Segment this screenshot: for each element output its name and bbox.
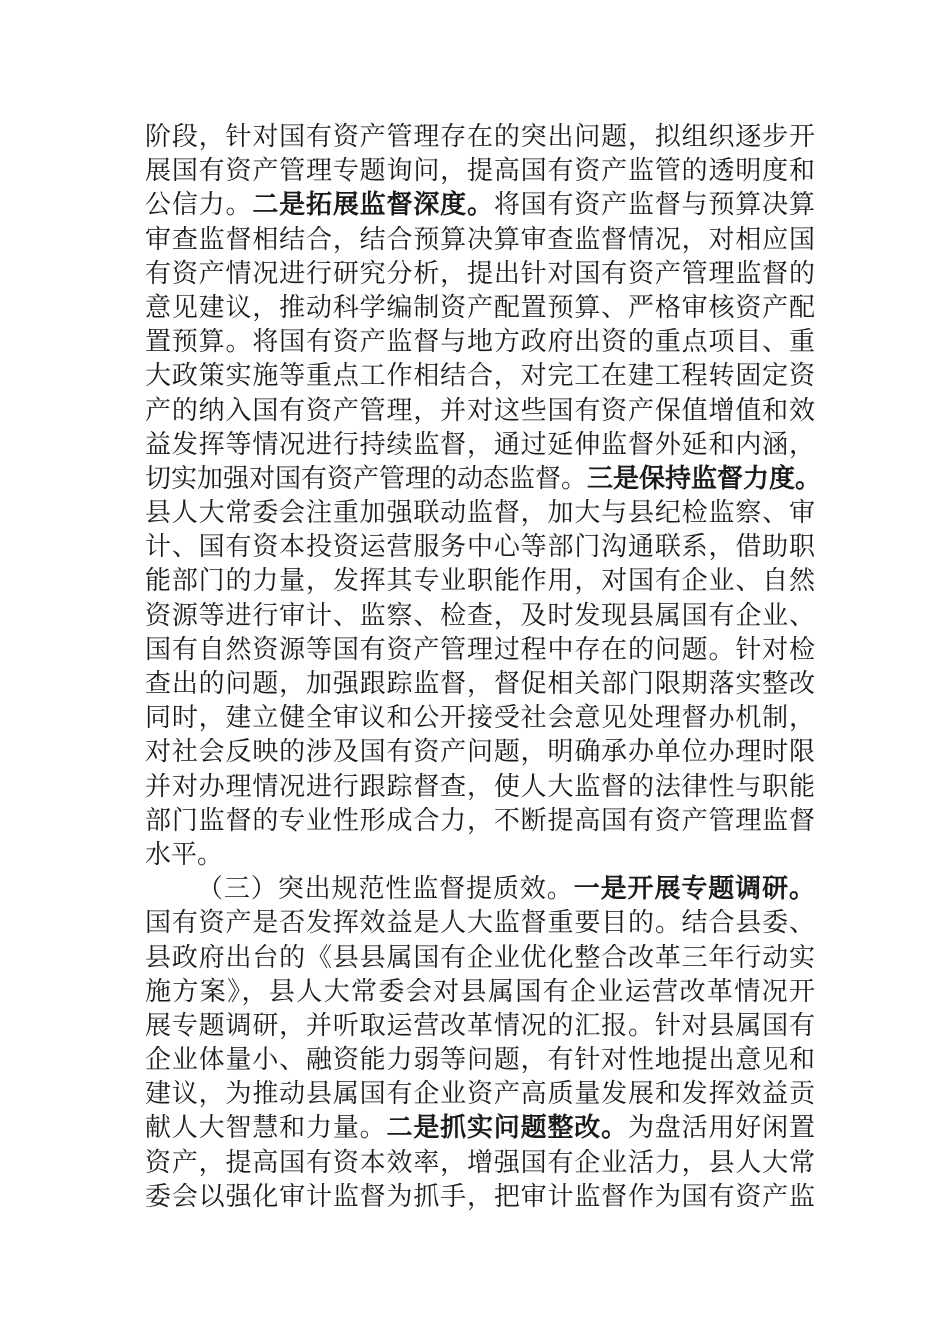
text-line (145, 1146, 815, 1180)
text-segment: 产的纳入国有资产管理，并对这些国有资产保值增值和效 (145, 395, 815, 426)
text-segment: 献人大智慧和力量。 (145, 1113, 387, 1144)
body-text (145, 120, 822, 1214)
text-line (145, 325, 815, 359)
text-line (145, 188, 815, 222)
text-line (145, 1111, 815, 1145)
text-segment: 展国有资产管理专题询问，提高国有资产监管的透明度和 (145, 156, 815, 187)
bold-heading-segment: 二是拓展监督深度。 (252, 190, 494, 221)
text-segment: （三）突出规范性监督提质效。 (197, 874, 574, 905)
text-line (145, 941, 815, 975)
text-segment: 对社会反映的涉及国有资产问题，明确承办单位办理时限 (145, 737, 815, 768)
text-segment: 部门监督的专业性形成合力，不断提高国有资产管理监督 (145, 805, 815, 836)
text-line (145, 633, 815, 667)
text-segment: 意见建议，推动科学编制资产配置预算、严格审核资产配 (145, 292, 815, 323)
text-segment: 查出的问题，加强跟踪监督，督促相关部门限期落实整改 (145, 669, 815, 699)
text-line (145, 257, 815, 291)
text-segment: 国有资产是否发挥效益是人大监督重要目的。结合县委、 (145, 908, 815, 939)
text-segment: 公信力。 (145, 190, 253, 221)
text-segment: 益发挥等情况进行持续监督，通过延伸监督外延和内涵， (145, 429, 815, 460)
text-line (145, 359, 815, 393)
text-segment: 为盘活用好闲置 (627, 1113, 815, 1144)
text-line (145, 838, 815, 872)
text-segment: 资源等进行审计、监察、检查，及时发现县属国有企业、 (145, 600, 815, 631)
text-segment: 资产，提高国有资本效率，增强国有企业活力，县人大常 (145, 1147, 815, 1178)
text-segment: 审查监督相结合，结合预算决算审查监督情况，对相应国 (145, 224, 815, 255)
text-line (145, 496, 815, 530)
text-line (145, 906, 815, 940)
text-segment: 切实加强对国有资产管理的动态监督。 (145, 463, 588, 494)
text-segment: 建议，为推动县属国有企业资产高质量发展和发挥效益贡 (145, 1079, 815, 1110)
text-line (145, 804, 815, 838)
text-segment: 县人大常委会注重加强联动监督，加大与县纪检监察、审 (145, 498, 815, 529)
bold-heading-segment: 二是抓实问题整改。 (386, 1113, 628, 1144)
text-segment: 委会以强化审计监督为抓手，把审计监督作为国有资产监 (145, 1181, 815, 1212)
text-line (145, 462, 822, 496)
text-segment: 展专题调研，并听取运营改革情况的汇报。针对县属国有 (145, 1010, 815, 1041)
text-segment: 大政策实施等重点工作相结合，对完工在建工程转固定资 (145, 361, 815, 392)
text-segment: 水平。 (145, 839, 224, 870)
text-segment: 能部门的力量，发挥其专业职能作用，对国有企业、自然 (145, 566, 815, 597)
text-line (145, 599, 815, 633)
text-segment: 企业体量小、融资能力弱等问题，有针对性地提出意见和 (145, 1045, 815, 1076)
text-line (145, 770, 815, 804)
text-line (145, 735, 815, 769)
text-line (145, 1043, 815, 1077)
bold-heading-segment: 一是开展专题调研。 (573, 874, 815, 905)
text-line (145, 1009, 815, 1043)
text-line (145, 975, 815, 1009)
text-line (145, 667, 815, 701)
text-segment: 阶段，针对国有资产管理存在的突出问题，拟组织逐步开 (145, 122, 815, 152)
text-line (145, 291, 815, 325)
text-segment: 置预算。将国有资产监督与地方政府出资的重点项目、重 (145, 327, 815, 358)
text-line (145, 872, 815, 906)
text-segment: 同时，建立健全审议和公开接受社会意见处理督办机制， (145, 703, 815, 734)
text-segment: 施方案》，县人大常委会对县属国有企业运营改革情况开 (145, 976, 815, 1007)
text-line (145, 428, 815, 462)
text-line (145, 564, 815, 598)
text-line (145, 394, 815, 428)
text-segment: 国有自然资源等国有资产管理过程中存在的问题。针对检 (145, 634, 815, 665)
text-segment: 将国有资产监督与预算决算 (493, 190, 815, 221)
text-segment: 有资产情况进行研究分析，提出针对国有资产管理监督的 (145, 258, 815, 289)
text-line (145, 154, 815, 188)
text-line (145, 120, 815, 154)
text-segment: 计、国有资本投资运营服务中心等部门沟通联系，借助职 (145, 532, 815, 563)
text-segment: 并对办理情况进行跟踪督查，使人大监督的法律性与职能 (145, 771, 815, 802)
bold-heading-segment: 三是保持监督力度。 (587, 463, 822, 494)
text-line (145, 1077, 815, 1111)
text-line (145, 530, 815, 564)
text-line (145, 223, 815, 257)
text-line (145, 1180, 815, 1214)
text-segment: 县政府出台的《县县属国有企业优化整合改革三年行动实 (145, 942, 815, 973)
text-line (145, 701, 815, 735)
